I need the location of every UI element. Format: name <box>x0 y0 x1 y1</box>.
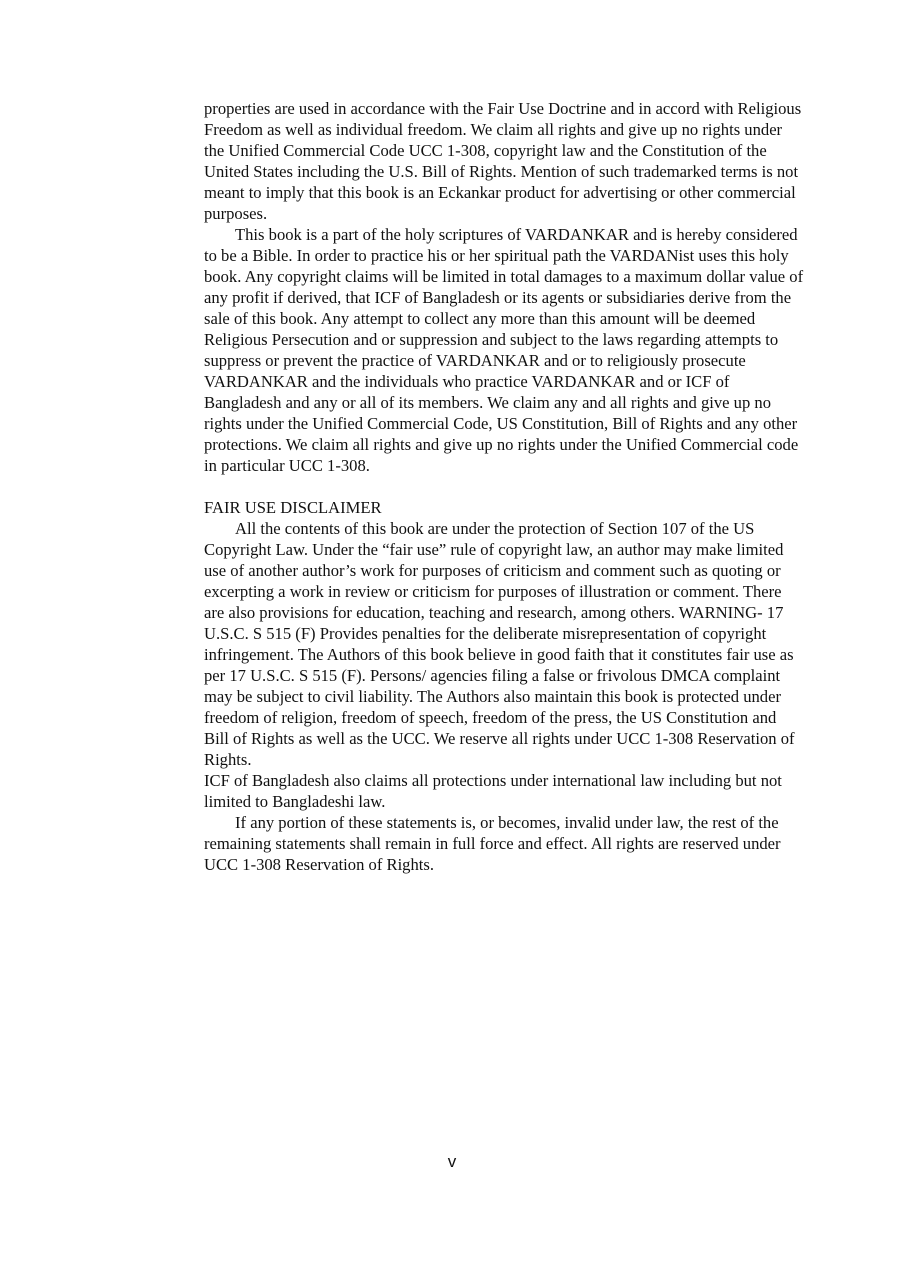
paragraph-section-107: All the contents of this book are under the protection of Section 107 of the US Copyright Law. Under the “fair use” rule of copyright law, an author may make limited use of another author’s work for purposes of criticism and comment such as quoting or excerpting a work in review or criticism for purposes of illustration or comment. There are also provisions for education, teaching and research, among others. WARNING- 17 U.S.C. S 515 (F) Provides penalties for the deliberate misrepresentation of copyright infringement. The Authors of this book believe in good faith that it constitutes fair use as per 17 U.S.C. S 515 (F). Persons/ agencies filing a false or frivolous DMCA complaint may be subject to civil liability. The Authors also maintain this book is protected under freedom of religion, freedom of speech, freedom of the press, the US Constitution and Bill of Rights as well as the UCC. We reserve all rights under UCC 1-308 Reservation of Rights. <box>204 519 795 769</box>
paragraph-holy-scriptures: This book is a part of the holy scriptures of VARDANKAR and is hereby considered to be a Bible. In order to practice his or her spiritual path the VARDANist uses this holy book. Any copyright claims will be limited in total damages to a maximum dollar value of any profit if derived, that ICF of Bangladesh or its agents or subsidiaries derive from the sale of this book. Any attempt to collect any more than this amount will be deemed Religious Persecution and or suppression and subject to the laws regarding attempts to suppress or prevent the practice of VARDANKAR and or to religiously prosecute VARDANKAR and the individuals who practice VARDANKAR and or ICF of Bangladesh and any or all of its members. We claim any and all rights and give up no rights under the Unified Commercial Code, US Constitution, Bill of Rights and any other protections. We claim all rights and give up no rights under the Unified Commercial code in particular UCC 1-308. <box>204 225 804 475</box>
paragraph-international-law: ICF of Bangladesh also claims all protections under international law including but not limited to Bangladeshi law. <box>204 771 782 811</box>
paragraph-fair-use-continuation: properties are used in accordance with the Fair Use Doctrine and in accord with Religious Freedom as well as individual freedom. We claim all rights and give up no rights under the Unified Commercial Code UCC 1-308, copyright law and the Constitution of the United States including the U.S. Bill of Rights. Mention of such trademarked terms is not meant to imply that this book is an Eckankar product for advertising or other commercial purposes. <box>204 99 802 223</box>
fair-use-disclaimer-heading: FAIR USE DISCLAIMER <box>204 498 382 517</box>
body-text <box>204 98 804 875</box>
paragraph-severability: If any portion of these statements is, or becomes, invalid under law, the rest of the remaining statements shall remain in full force and effect. All rights are reserved under UCC 1-308 Reservation of Rights. <box>204 813 781 874</box>
page-number: v <box>447 1152 457 1171</box>
